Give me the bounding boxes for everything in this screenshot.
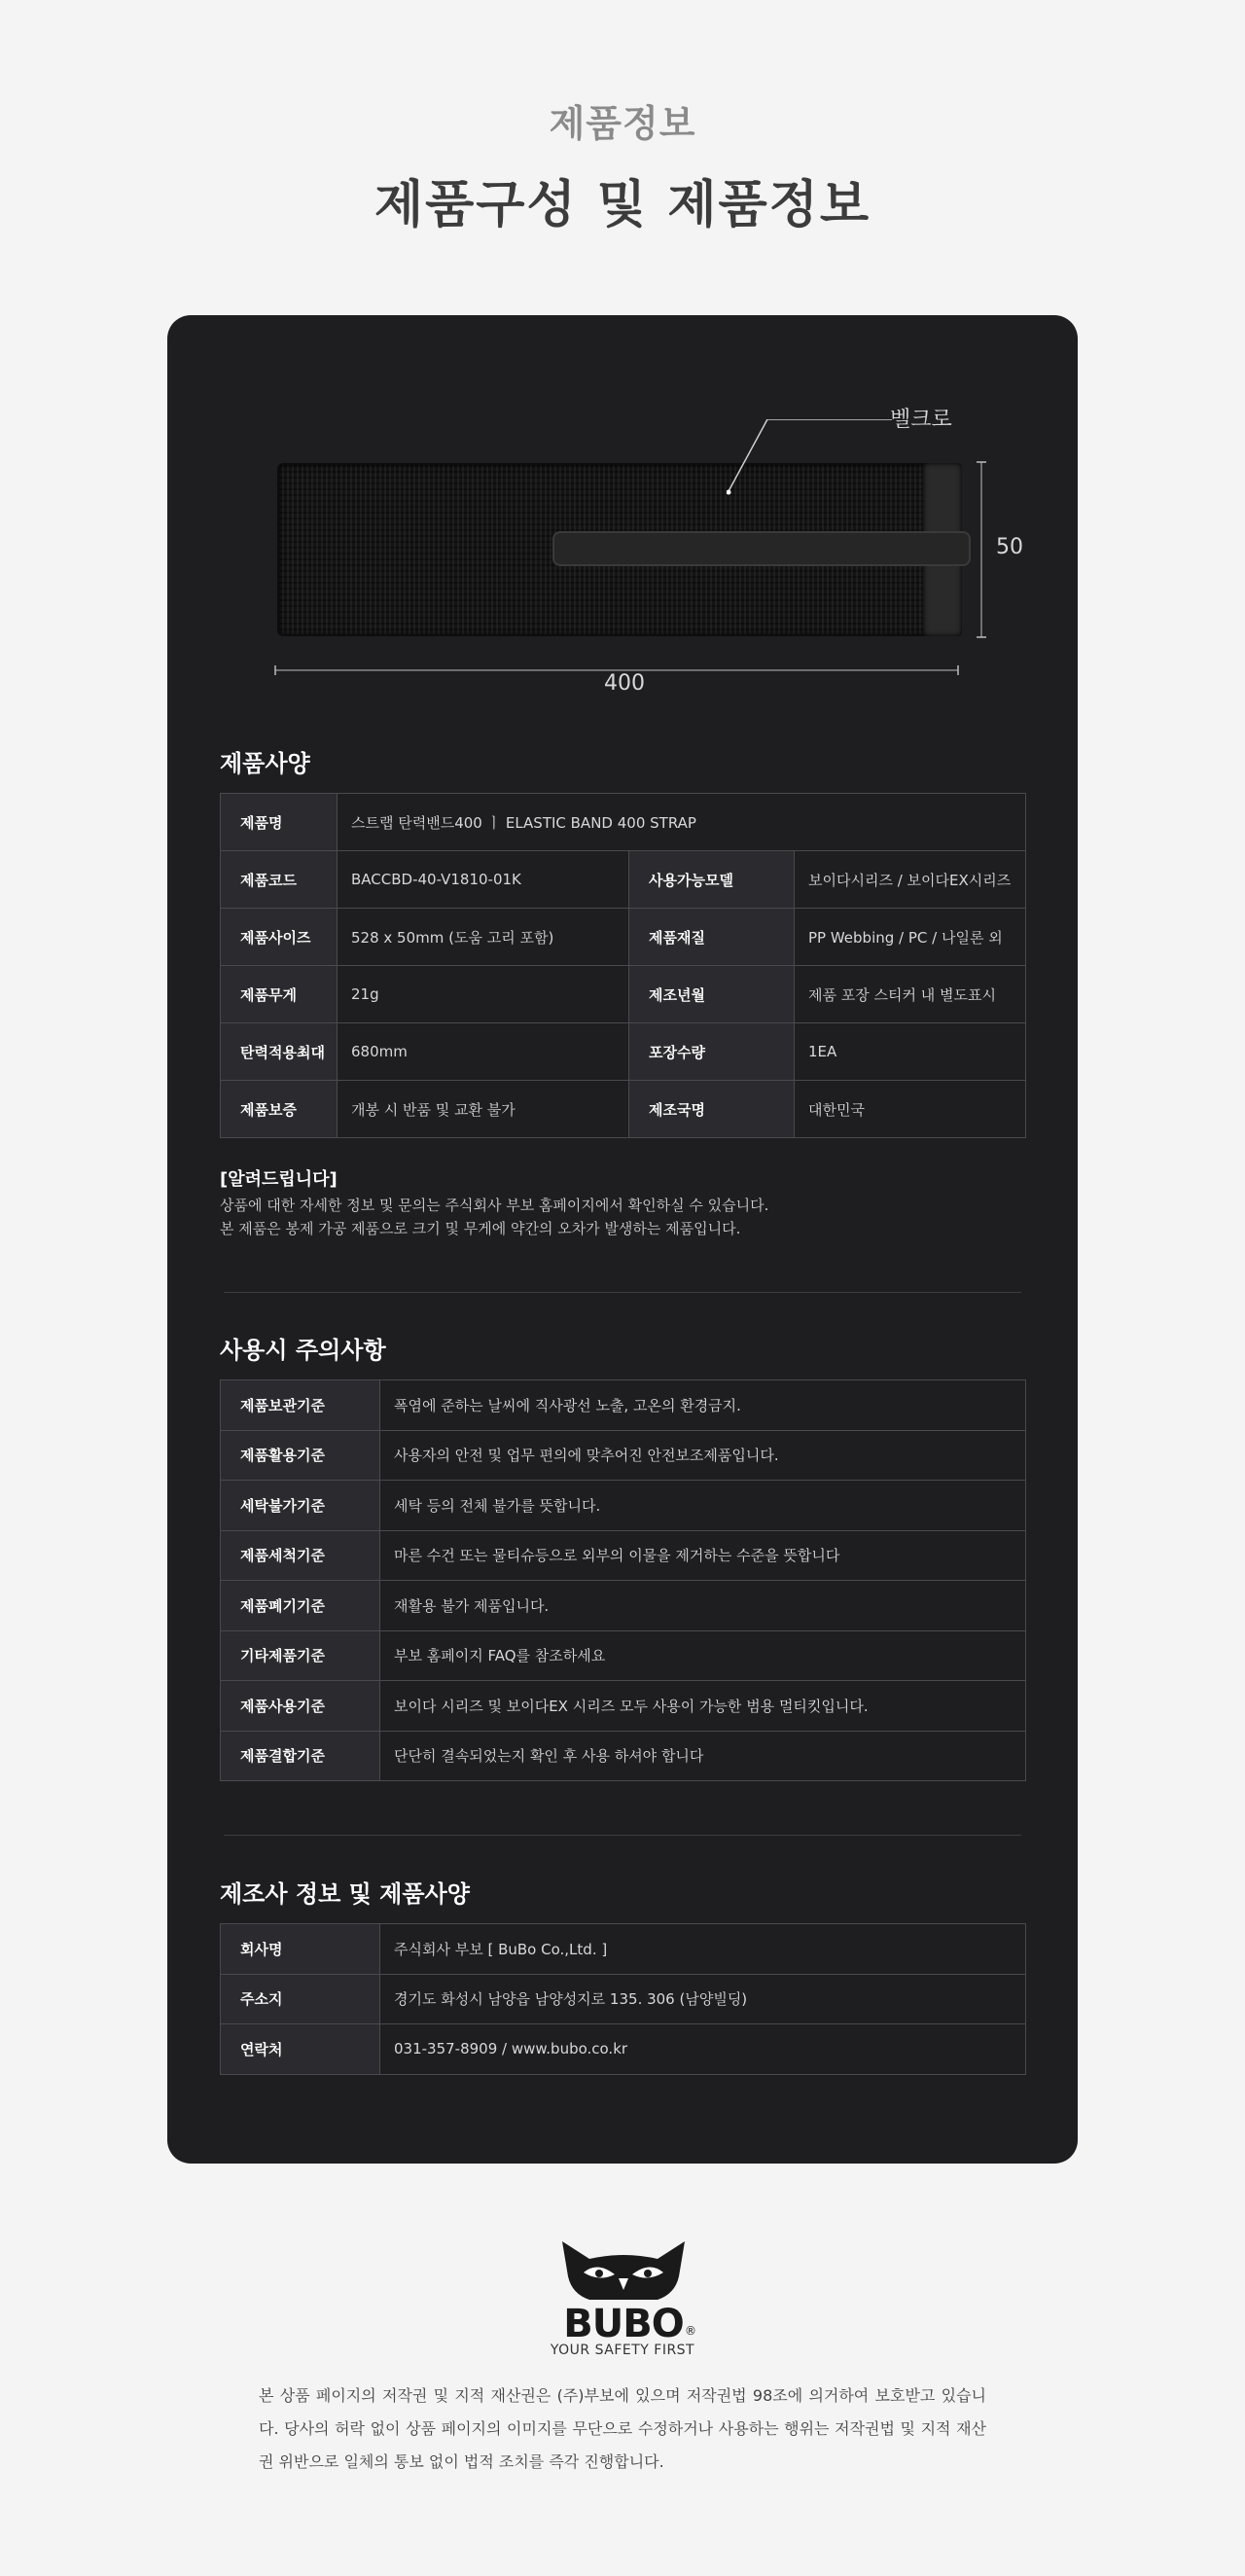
velcro-tab-image [552, 531, 971, 566]
maker-section-title: 제조사 정보 및 제품사양 [220, 1880, 470, 1908]
velcro-label: 벨크로 [890, 408, 952, 432]
caution-label: 제품폐기기준 [221, 1581, 380, 1631]
spec-value: 680mm [338, 1023, 629, 1081]
table-row [221, 1681, 1026, 1732]
caution-label: 제품사용기준 [221, 1681, 380, 1732]
spec-label: 제품명 [221, 794, 338, 851]
caution-label: 제품활용기준 [221, 1430, 380, 1481]
table-row [221, 851, 1026, 909]
velcro-callout-line [727, 419, 892, 497]
spec-value: 제품 포장 스티커 내 별도표시 [795, 966, 1026, 1023]
height-dimension-label: 50 [996, 535, 1023, 559]
spec-section-title: 제품사양 [220, 750, 310, 777]
table-row [221, 1081, 1026, 1138]
product-illustration [167, 315, 1078, 724]
spec-value: 528 x 50mm (도움 고리 포함) [338, 909, 629, 966]
caution-label: 기타제품기준 [221, 1630, 380, 1681]
section-divider [224, 1292, 1021, 1293]
spec-value: 1EA [795, 1023, 1026, 1081]
table-row [221, 966, 1026, 1023]
maker-label: 연락처 [221, 2024, 380, 2075]
spec-value: BACCBD-40-V1810-01K [338, 851, 629, 909]
caution-value: 보이다 시리즈 및 보이다EX 시리즈 모두 사용이 가능한 범용 멀티킷입니다. [380, 1681, 1026, 1732]
table-row [221, 909, 1026, 966]
spec-label: 포장수량 [629, 1023, 795, 1081]
maker-value: 주식회사 부보 [ BuBo Co.,Ltd. ] [380, 1924, 1026, 1975]
table-row [221, 2024, 1026, 2075]
spec-label: 사용가능모델 [629, 851, 795, 909]
table-row [221, 1581, 1026, 1631]
caution-label: 제품세척기준 [221, 1530, 380, 1581]
table-row [221, 1380, 1026, 1431]
spec-value: 대한민국 [795, 1081, 1026, 1138]
maker-value: 031-357-8909 / www.bubo.co.kr [380, 2024, 1026, 2075]
registered-mark: ® [685, 2324, 696, 2338]
spec-value: 보이다시리즈 / 보이다EX시리즈 [795, 851, 1026, 909]
spec-label: 제품코드 [221, 851, 338, 909]
spec-label: 제조년월 [629, 966, 795, 1023]
caution-value: 부보 홈페이지 FAQ를 참조하세요 [380, 1630, 1026, 1681]
spec-value: 21g [338, 966, 629, 1023]
notice-text: 본 제품은 봉제 가공 제품으로 크기 및 무게에 약간의 오차가 발생하는 제품입니다. [220, 1220, 741, 1237]
spec-table [220, 793, 1026, 1138]
brand-slogan: YOUR SAFETY FIRST [550, 2343, 695, 2358]
spec-label: 제조국명 [629, 1081, 795, 1138]
caution-table [220, 1379, 1026, 1781]
maker-label: 회사명 [221, 1924, 380, 1975]
spec-label: 제품사이즈 [221, 909, 338, 966]
caution-value: 폭염에 준하는 날씨에 직사광선 노출, 고온의 환경금지. [380, 1380, 1026, 1431]
table-row [221, 794, 1026, 851]
caution-value: 사용자의 안전 및 업무 편의에 맞추어진 안전보조제품입니다. [380, 1430, 1026, 1481]
caution-label: 세탁불가기준 [221, 1481, 380, 1531]
spec-label: 제품무게 [221, 966, 338, 1023]
spec-value: PP Webbing / PC / 나일론 외 [795, 909, 1026, 966]
spec-label: 탄력적용최대 [221, 1023, 338, 1081]
spec-value: 개봉 시 반품 및 교환 불가 [338, 1081, 629, 1138]
section-divider [224, 1835, 1021, 1836]
spec-label: 제품재질 [629, 909, 795, 966]
table-row [221, 1481, 1026, 1531]
page-title: 제품구성 및 제품정보 [374, 176, 872, 234]
table-row [221, 1023, 1026, 1081]
caution-value: 세탁 등의 전체 불가를 뜻합니다. [380, 1481, 1026, 1531]
caution-value: 마른 수건 또는 물티슈등으로 외부의 이물을 제거하는 수준을 뜻합니다 [380, 1530, 1026, 1581]
spec-value: 스트랩 탄력밴드400 ㅣ ELASTIC BAND 400 STRAP [338, 794, 1026, 851]
maker-value: 경기도 화성시 남양읍 남양성지로 135. 306 (남양빌딩) [380, 1974, 1026, 2024]
caution-label: 제품보관기준 [221, 1380, 380, 1431]
notice-text: 상품에 대한 자세한 정보 및 문의는 주식회사 부보 홈페이지에서 확인하실 수 있습니다. [220, 1197, 769, 1214]
caution-label: 제품결합기준 [221, 1731, 380, 1781]
table-row [221, 1974, 1026, 2024]
table-row [221, 1731, 1026, 1781]
table-row [221, 1530, 1026, 1581]
width-dimension-label: 400 [604, 671, 645, 696]
product-info-card [167, 315, 1078, 2164]
maker-table [220, 1923, 1026, 2075]
maker-label: 주소지 [221, 1974, 380, 2024]
logo-wordmark: BUBO [563, 2302, 684, 2344]
table-row [221, 1430, 1026, 1481]
height-dimension-line [977, 461, 986, 638]
caution-section-title: 사용시 주의사항 [220, 1337, 386, 1364]
spec-label: 제품보증 [221, 1081, 338, 1138]
notice-title: [알려드립니다] [220, 1169, 338, 1190]
caution-value: 단단히 결속되었는지 확인 후 사용 하셔야 합니다 [380, 1731, 1026, 1781]
copyright-notice: 본 상품 페이지의 저작권 및 지적 재산권은 (주)부보에 있으며 저작권법 98조에 의거하여 보호받고 있습니다. 당사의 허락 없이 상품 페이지의 이미지를 무단으로 수정하거나 사용하는 행위는 저작권법 및 지적 재산권 위반으로 일체의 통보 없이 법적 조치를 즉각 진행합니다. [259, 2386, 986, 2471]
table-row [221, 1630, 1026, 1681]
bubo-owl-logo [551, 2237, 696, 2344]
section-subtitle: 제품정보 [549, 102, 696, 145]
table-row [221, 1924, 1026, 1975]
caution-value: 재활용 불가 제품입니다. [380, 1581, 1026, 1631]
